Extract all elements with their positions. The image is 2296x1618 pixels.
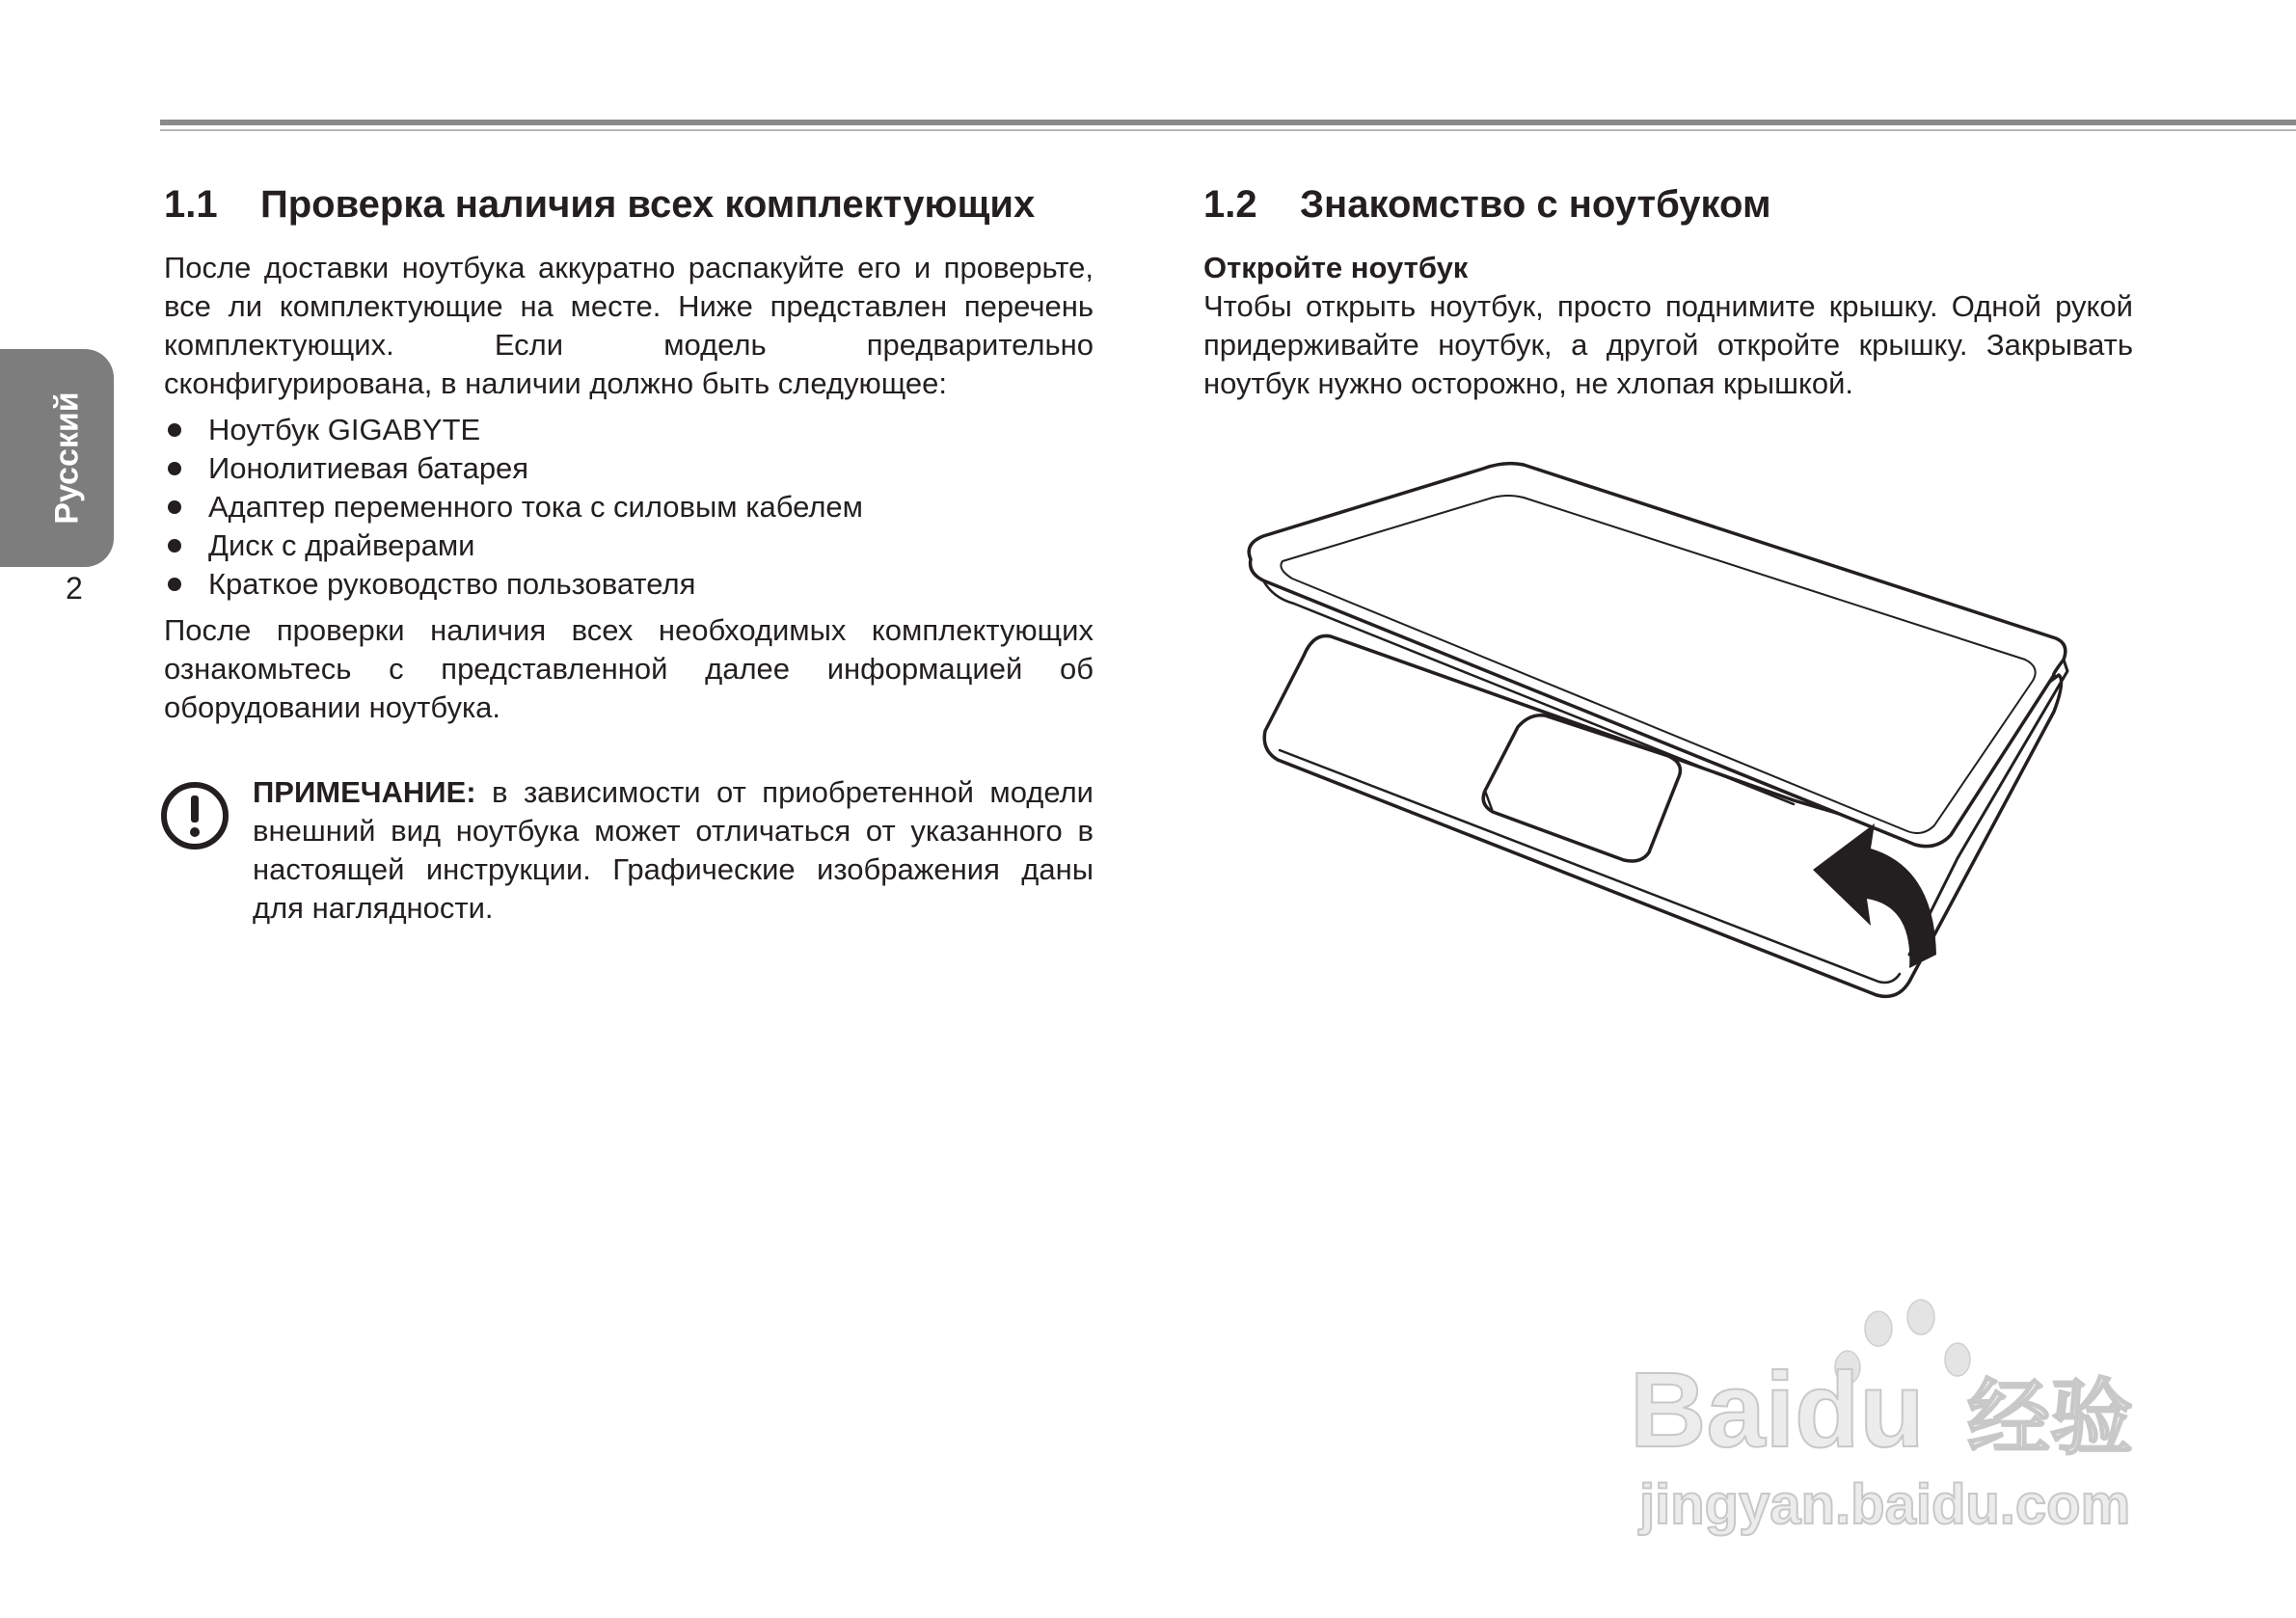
note-text: в зависимости от приобретенной модели внешний вид ноутбука может отличаться от указанного в настоящей инструкции. Графические изображения даны для наглядности. [253,775,1094,925]
section-title: Проверка наличия всех комплектующих [260,183,1036,226]
bullet-icon [168,423,181,437]
bullet-icon [168,539,181,553]
contents-list [164,411,1094,604]
note-block [253,773,1094,928]
bullet-icon [168,462,181,475]
watermark-url: jingyan.baidu.com [1639,1473,2131,1536]
list-item: Ионолитиевая батарея [164,449,1094,488]
watermark-brand: Baidu [1630,1351,1925,1470]
baidu-watermark-logo [1620,1263,2170,1552]
after-paragraph: После проверки наличия всех необходимых комплектующих ознакомьтесь с представленной далее информацией об оборудовании ноутбука. [164,613,1094,724]
section-number: 1.1 [164,183,218,226]
open-laptop-paragraph: Чтобы открыть ноутбук, просто поднимите крышку. Одной рукой придерживайте ноутбук, а другой откройте крышку. Закрывать ноутбук нужно осторожно, не хлопая крышкой. [1203,289,2133,400]
section-1-2-body [1203,249,2133,403]
list-item: Краткое руководство пользователя [164,565,1094,604]
list-item: Ноутбук GIGABYTE [164,411,1094,449]
bullet-icon [168,500,181,514]
list-item: Диск с драйверами [164,526,1094,565]
intro-paragraph: После доставки ноутбука аккуратно распакуйте его и проверьте, все ли комплектующие на месте. Ниже представлен перечень комплектующих. Если модель предварительно сконфигурирована, в наличии должно быть следующее: [164,251,1094,400]
header-rule [160,120,2296,125]
header-rule-thin [160,129,2296,131]
language-tab-label: Русский [48,391,86,525]
section-1-1-heading [164,183,1035,227]
bullet-icon [168,578,181,591]
page-number: 2 [66,571,83,606]
note-label: ПРИМЕЧАНИЕ: [253,775,476,809]
laptop-opening-illustration [1234,453,2083,1022]
section-1-2-heading [1203,183,1771,227]
list-item: Адаптер переменного тока с силовым кабелем [164,488,1094,526]
exclamation-icon [160,781,230,850]
subheading: Откройте ноутбук [1203,251,1469,284]
section-1-1-body [164,249,1094,727]
watermark-brand-cn: 经验 [1967,1370,2133,1467]
section-number: 1.2 [1203,183,1257,226]
section-title: Знакомство с ноутбуком [1300,183,1771,226]
